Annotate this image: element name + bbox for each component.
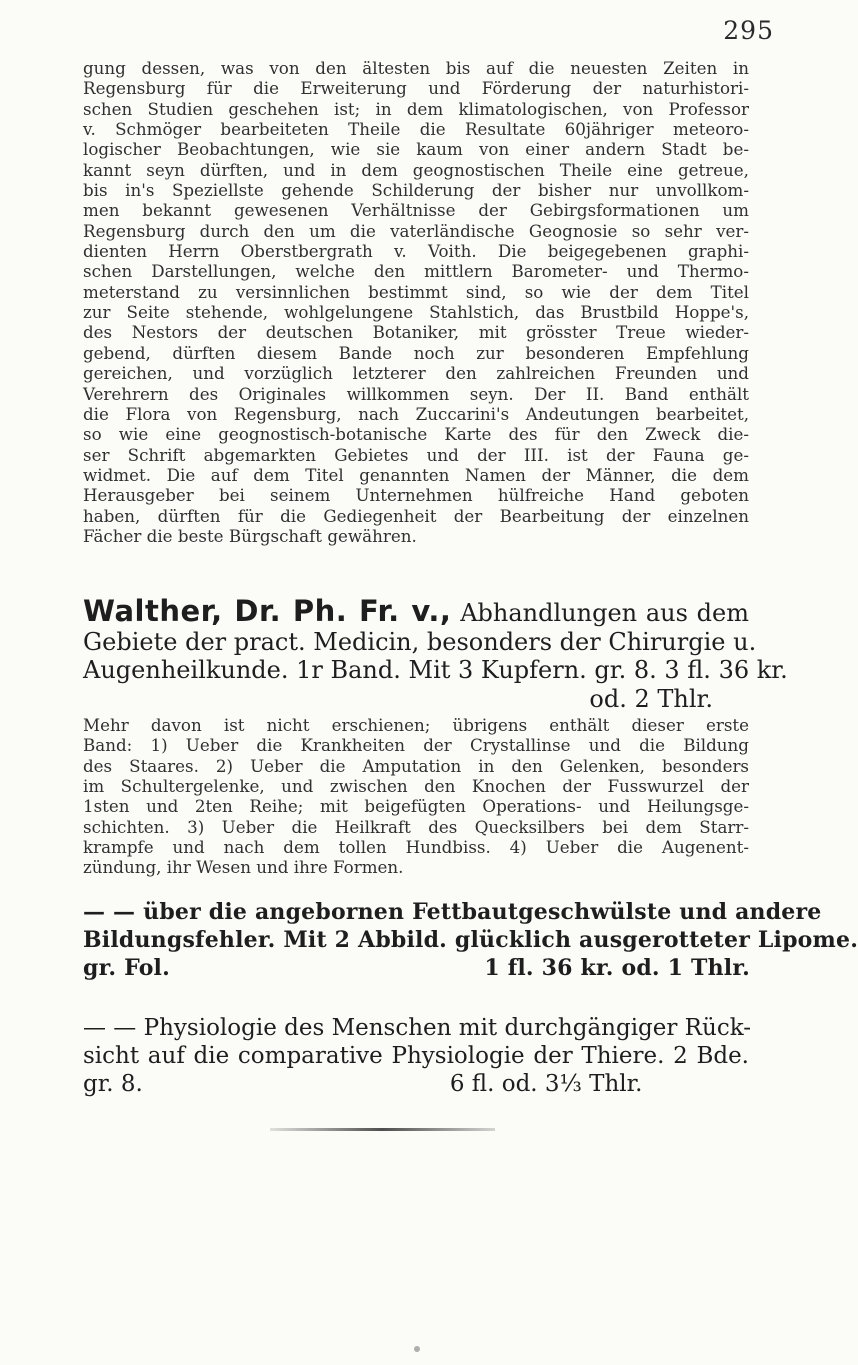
- author-name: Walther, Dr. Ph. Fr. v.,: [83, 594, 452, 628]
- intro-line: Regensburg durch den um die vaterländische Geognosie so sehr ver-: [83, 220, 749, 241]
- intro-line: die Flora von Regensburg, nach Zuccarini's Andeutungen bearbeitet,: [83, 403, 749, 424]
- intro-line: Regensburg für die Erweiterung und Förderung der naturhistori-: [83, 78, 749, 99]
- contents-paragraph: [83, 715, 749, 878]
- intro-line: des Nestors der deutschen Botaniker, mit grösster Treue wieder-: [83, 322, 749, 343]
- physiology-line: sicht auf die comparative Physiologie der Thiere. 2 Bde.: [83, 1043, 749, 1069]
- fraktur-line: — — über die angebornen Fettbautgeschwülste und andere: [83, 899, 822, 925]
- intro-line: v. Schmöger bearbeiteten Theile die Resultate 60jähriger meteoro-: [83, 119, 749, 140]
- entry-title-line: [83, 594, 749, 628]
- intro-line: meterstand zu versinnlichen bestimmt sind, so wie der dem Titel: [83, 281, 749, 302]
- contents-line: des Staares. 2) Ueber die Amputation in den Gelenken, besonders: [83, 755, 749, 776]
- title-text: Abhandlungen aus dem: [460, 599, 749, 627]
- physiology-entry: [83, 1014, 749, 1098]
- intro-line: Herausgeber bei seinem Unternehmen hülfreiche Hand geboten: [83, 485, 749, 506]
- intro-line: gung dessen, was von den ältesten bis auf die neuesten Zeiten in: [83, 58, 749, 78]
- intro-line: logischer Beobachtungen, wie sie kaum von einer andern Stadt be-: [83, 139, 749, 160]
- contents-line: schichten. 3) Ueber die Heilkraft des Quecksilbers bei dem Starr-: [83, 816, 749, 837]
- intro-line: schen Studien geschehen ist; in dem klimatologischen, von Professor: [83, 98, 749, 119]
- contents-line-last: zündung, ihr Wesen und ihre Formen.: [83, 857, 404, 878]
- entry-title-line: Gebiete der pract. Medicin, besonders der Chirurgie u.: [83, 627, 757, 656]
- contents-line: 1sten und 2ten Reihe; mit beigefügten Operations- und Heilungsge-: [83, 796, 749, 817]
- intro-line: schen Darstellungen, welche den mittlern Barometer- und Thermo-: [83, 261, 749, 282]
- price-alternative: od. 2 Thlr.: [589, 684, 713, 713]
- intro-line: gebend, dürften diesem Bande noch zur besonderen Empfehlung: [83, 342, 749, 363]
- entry-title-line: Augenheilkunde. 1r Band. Mit 3 Kupfern. gr. 8. 3 fl. 36 kr.: [83, 656, 788, 684]
- fraktur-price-line: gr. Fol. 1 fl. 36 kr. od. 1 Thlr.: [83, 955, 750, 981]
- intro-line: so wie eine geognostisch-botanische Karte des für den Zweck die-: [83, 424, 749, 445]
- fraktur-line: Bildungsfehler. Mit 2 Abbild. glücklich ausgerotteter Lipome.: [83, 927, 858, 953]
- paper-speck: [414, 1346, 420, 1352]
- intro-line: gereichen, und vorzüglich letzterer den zahlreichen Freunden und: [83, 363, 749, 384]
- section-divider: [270, 1128, 495, 1131]
- intro-line: haben, dürften für die Gediegenheit der Bearbeitung der einzelnen: [83, 505, 749, 526]
- fraktur-entry: [83, 898, 858, 982]
- walther-entry: [83, 594, 788, 713]
- intro-line: dienten Herrn Oberstbergrath v. Voith. Die beigegebenen graphi-: [83, 241, 749, 262]
- page-number: 295: [723, 16, 774, 45]
- contents-line: krampfe und nach dem tollen Hundbiss. 4) Ueber die Augenent-: [83, 837, 749, 858]
- intro-line-last: Fächer die beste Bürgschaft gewähren.: [83, 525, 417, 546]
- physiology-price-line: gr. 8. 6 fl. od. 3⅓ Thlr.: [83, 1071, 643, 1097]
- intro-paragraph: [83, 58, 749, 546]
- intro-line: zur Seite stehende, wohlgelungene Stahlstich, das Brustbild Hoppe's,: [83, 302, 749, 323]
- intro-line: ser Schrift abgemarkten Gebietes und der III. ist der Fauna ge-: [83, 444, 749, 465]
- intro-line: bis in's Speziellste gehende Schilderung der bisher nur unvollkom-: [83, 180, 749, 201]
- contents-line: Band: 1) Ueber die Krankheiten der Crystallinse und die Bildung: [83, 735, 749, 756]
- intro-line: Verehrern des Originales willkommen seyn. Der II. Band enthält: [83, 383, 749, 404]
- intro-line: men bekannt gewesenen Verhältnisse der Gebirgsformationen um: [83, 200, 749, 221]
- intro-line: widmet. Die auf dem Titel genannten Namen der Männer, die dem: [83, 464, 749, 485]
- intro-line: kannt seyn dürften, und in dem geognostischen Theile eine getreue,: [83, 159, 749, 180]
- contents-line: Mehr davon ist nicht erschienen; übrigens enthält dieser erste: [83, 715, 749, 735]
- contents-line: im Schultergelenke, und zwischen den Knochen der Fusswurzel der: [83, 776, 749, 797]
- physiology-line: — — Physiologie des Menschen mit durchgängiger Rück-: [83, 1015, 751, 1041]
